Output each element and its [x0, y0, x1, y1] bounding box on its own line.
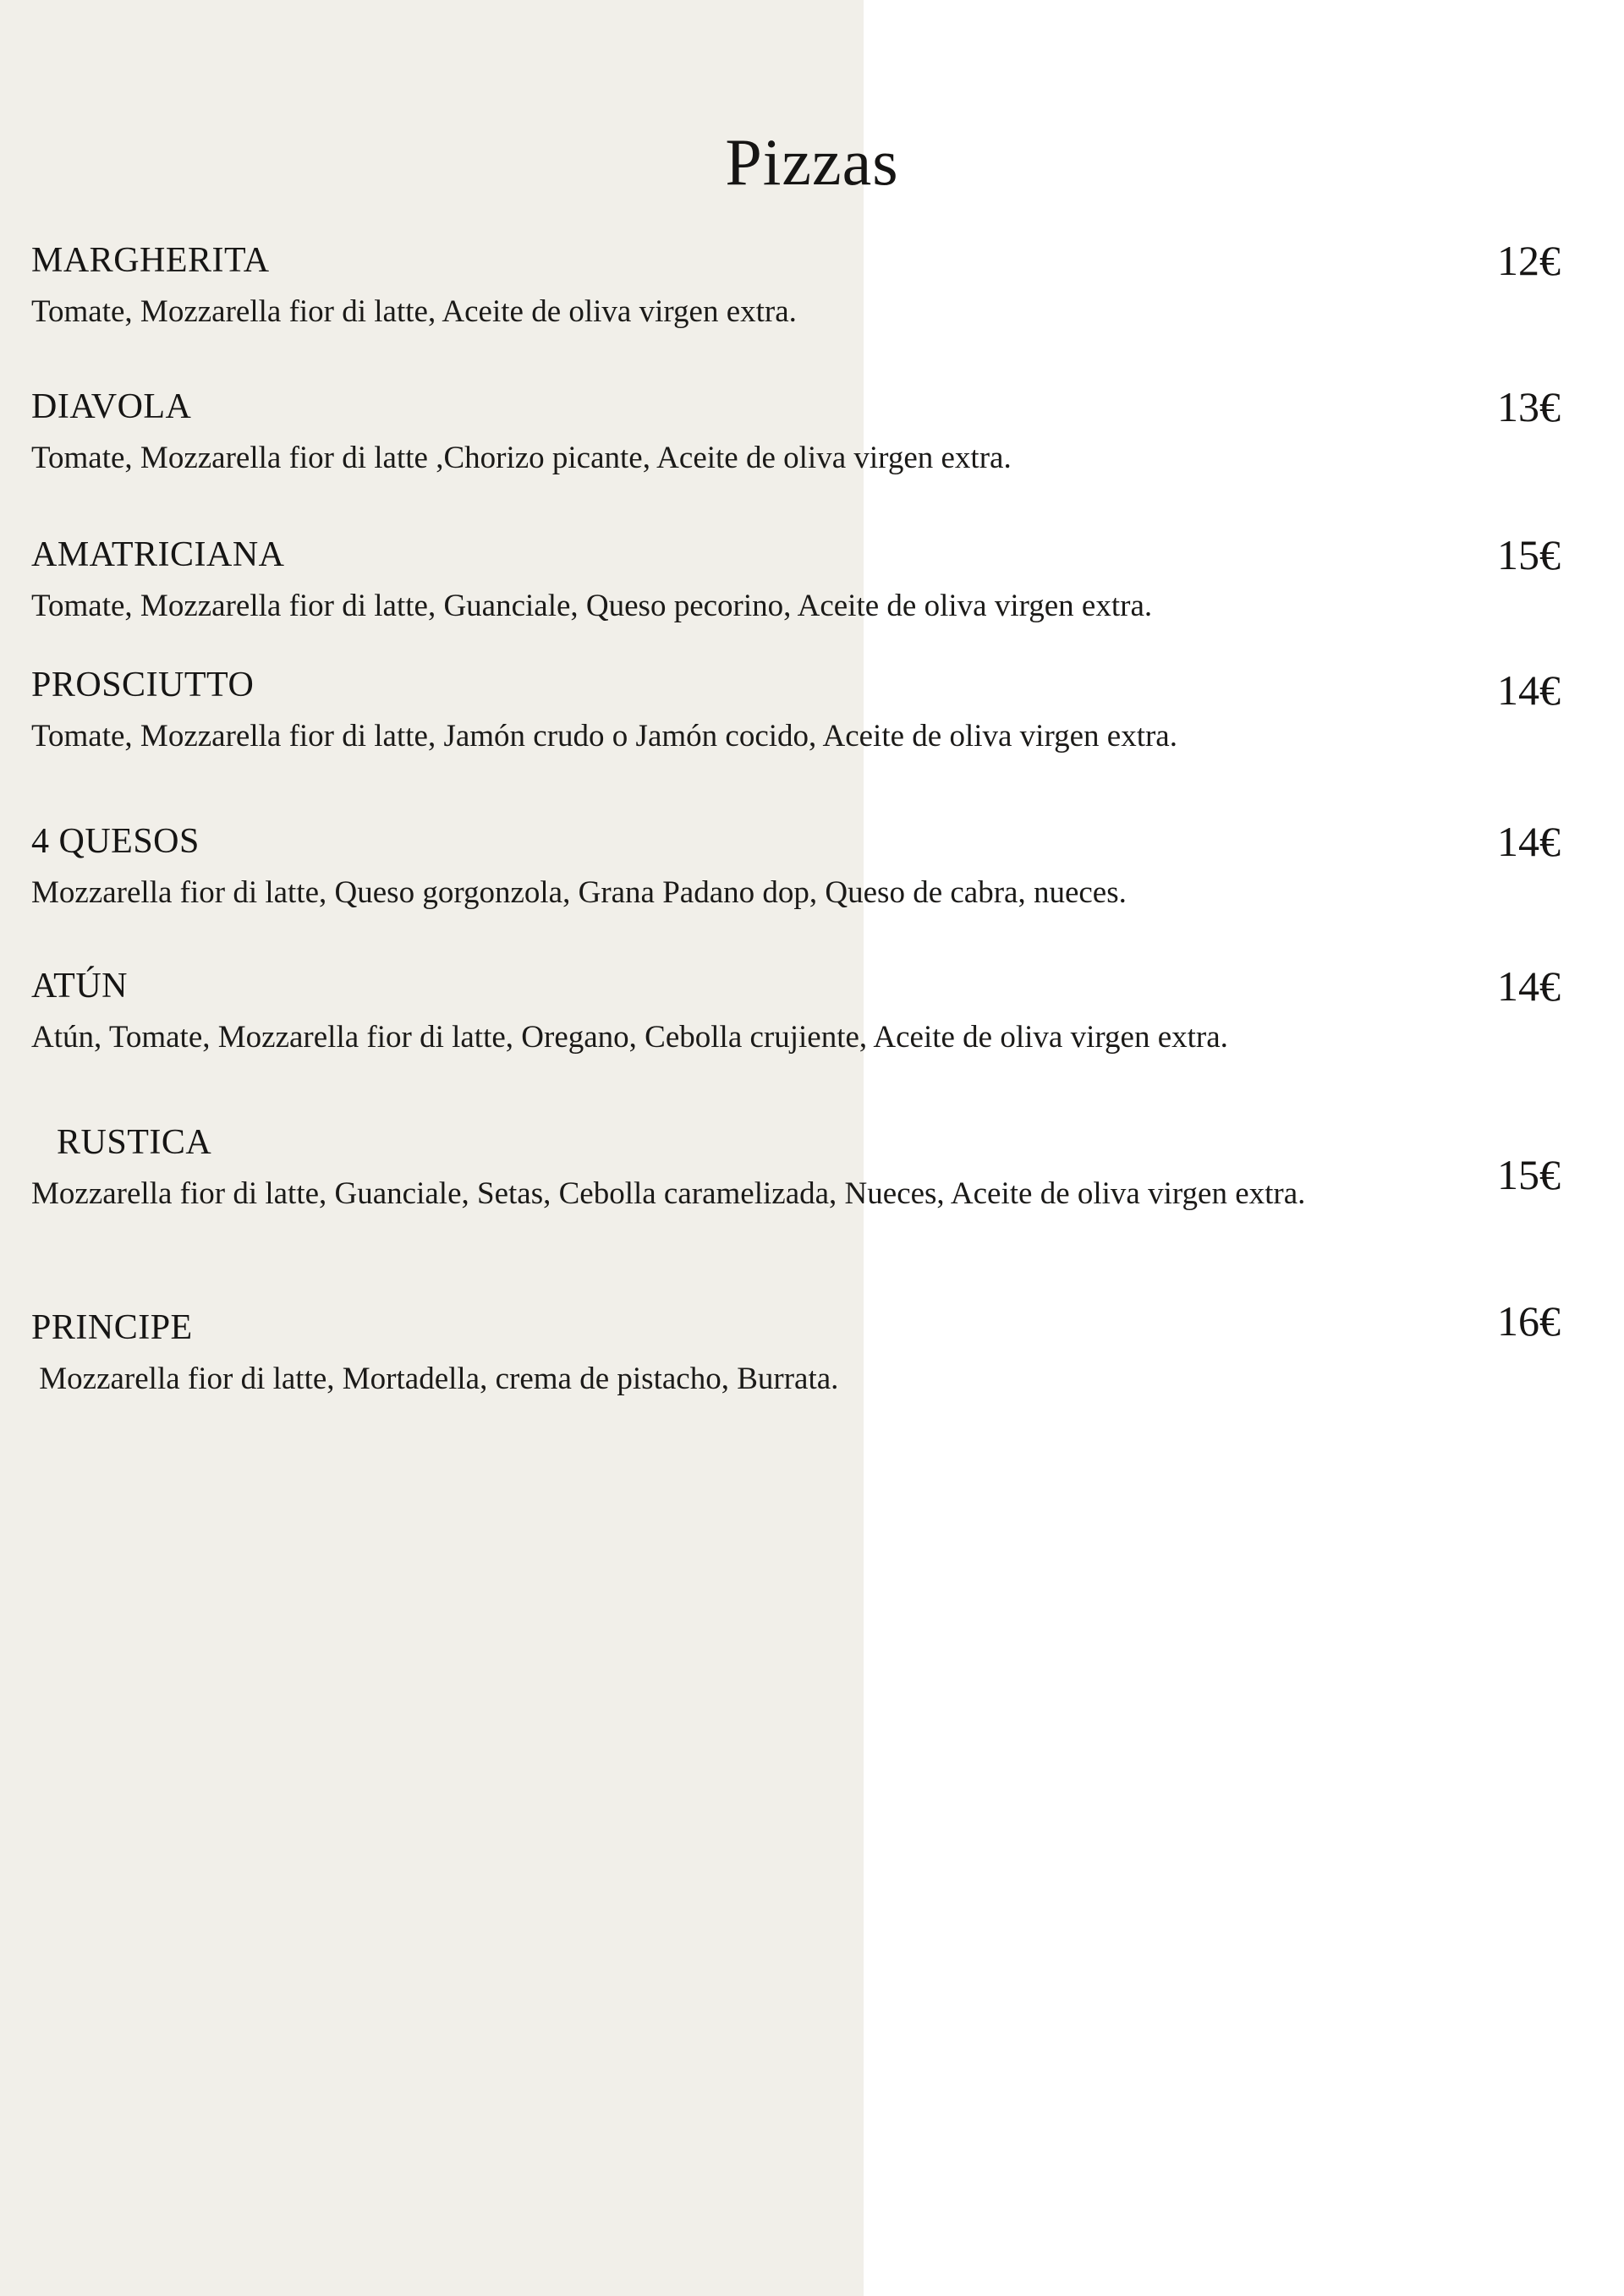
- menu-item: [31, 962, 1593, 1064]
- item-description: Mozzarella fior di latte, Mortadella, crema de pistacho, Burrata.: [31, 1362, 839, 1396]
- page-title: Pizzas: [725, 125, 899, 200]
- item-description: Atún, Tomate, Mozzarella fior di latte, Oregano, Cebolla crujiente, Aceite de oliva virgen extra.: [31, 1020, 1228, 1055]
- item-name: PRINCIPE: [31, 1308, 193, 1347]
- menu-item: [31, 1297, 1593, 1406]
- item-name: MARGHERITA: [31, 241, 270, 280]
- item-description: Tomate, Mozzarella fior di latte ,Chorizo picante, Aceite de oliva virgen extra.: [31, 441, 1012, 475]
- item-price: 14€: [1497, 818, 1561, 865]
- item-description: Tomate, Mozzarella fior di latte, Aceite de oliva virgen extra.: [31, 294, 797, 329]
- menu-item: [31, 818, 1593, 919]
- item-price: 13€: [1497, 383, 1561, 430]
- item-description: Mozzarella fior di latte, Queso gorgonzola, Grana Padano dop, Queso de cabra, nueces.: [31, 875, 1127, 910]
- menu-item: [31, 237, 1593, 338]
- menu-item: [31, 531, 1593, 633]
- item-description: Tomate, Mozzarella fior di latte, Guanciale, Queso pecorino, Aceite de oliva virgen extra.: [31, 589, 1153, 623]
- item-name: AMATRICIANA: [31, 535, 285, 574]
- item-name: DIAVOLA: [31, 387, 192, 426]
- menu-item: [31, 1122, 1593, 1220]
- item-description: Tomate, Mozzarella fior di latte, Jamón crudo o Jamón cocido, Aceite de oliva virgen extra.: [31, 719, 1177, 753]
- item-price: 16€: [1497, 1297, 1561, 1345]
- item-description: Mozzarella fior di latte, Guanciale, Setas, Cebolla caramelizada, Nueces, Aceite de oliva virgen extra.: [31, 1176, 1306, 1211]
- item-price: 12€: [1497, 237, 1561, 284]
- menu-item: [31, 383, 1593, 485]
- item-price: 15€: [1497, 1151, 1561, 1198]
- item-name: PROSCIUTTO: [31, 666, 255, 704]
- item-price: 15€: [1497, 531, 1561, 578]
- item-price: 14€: [1497, 962, 1561, 1010]
- menu-item: [31, 665, 1593, 763]
- item-name: ATÚN: [31, 967, 128, 1006]
- item-name: RUSTICA: [57, 1123, 212, 1162]
- item-name: 4 QUESOS: [31, 822, 200, 861]
- item-price: 14€: [1497, 666, 1561, 714]
